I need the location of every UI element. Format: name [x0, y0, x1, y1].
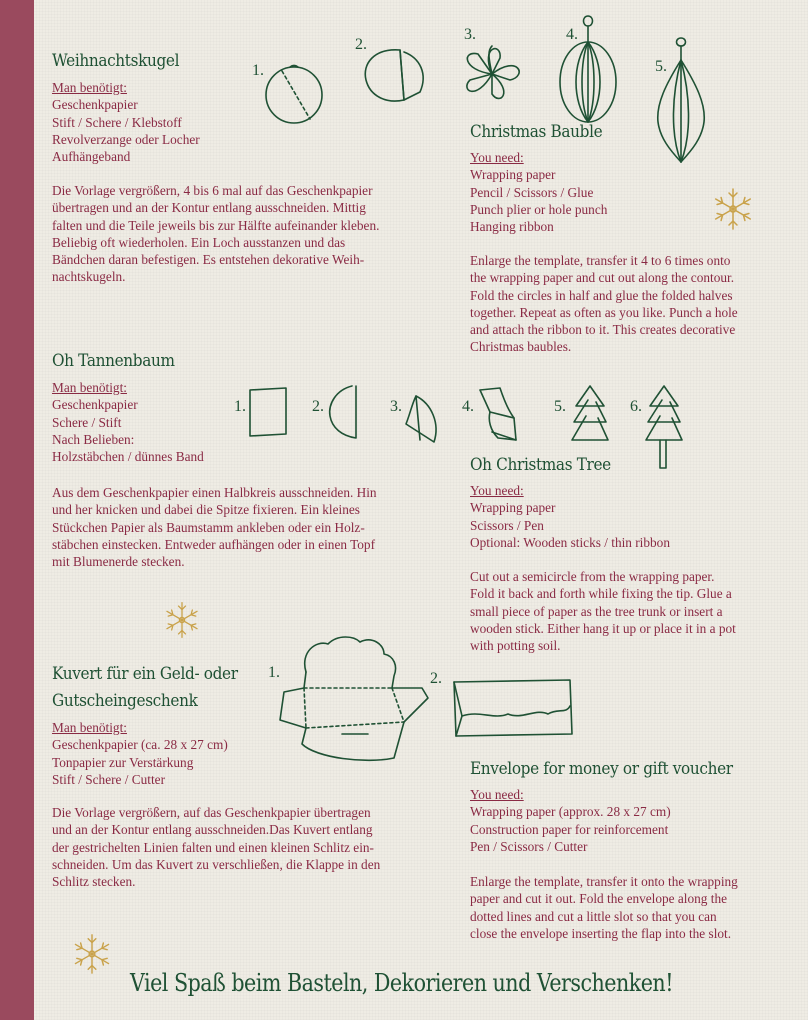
envelope-title-de-line-1: Kuvert für ein Geld- oder — [52, 664, 238, 684]
envelope-step-number: 2. — [430, 670, 442, 687]
material-item: Pen / Scissors / Cutter — [470, 838, 588, 854]
material-item: Stift / Schere / Klebstoff — [52, 114, 182, 130]
text-line: und an der Kontur entlang ausschneiden.Das Kuvert entlang — [52, 822, 373, 838]
envelope-need-label-en: You need: — [470, 787, 524, 802]
text-line: Die Vorlage vergrößern, auf das Geschenkpapier übertragen — [52, 805, 371, 820]
tree-instructions-en — [470, 568, 736, 654]
text-line: Cut out a semicircle from the wrapping paper. — [470, 569, 715, 584]
material-item: Holzstäbchen / dünnes Band — [52, 449, 204, 465]
material-item: Hanging ribbon — [470, 219, 554, 235]
tree-title-de: Oh Tannenbaum — [52, 351, 175, 371]
tree-step-4-drawing — [476, 386, 520, 446]
bauble-need-label-de: Man benötigt: — [52, 80, 127, 95]
text-line: Christmas baubles. — [470, 339, 572, 355]
bauble-materials-en — [470, 149, 607, 235]
text-line: Fold it back and forth while fixing the tip. Glue a — [470, 586, 732, 602]
text-line: Beliebig oft wiederholen. Ein Loch ausstanzen und das — [52, 234, 346, 250]
bauble-step-3-drawing — [458, 40, 526, 108]
page-spine — [0, 0, 34, 1020]
bauble-instructions-de — [52, 182, 379, 286]
tree-step-number: 1. — [234, 398, 246, 415]
envelope-materials-de — [52, 719, 228, 788]
snowflake-icon — [70, 932, 114, 976]
text-line: der gestrichelten Linien falten und einen kleinen Schlitz ein- — [52, 839, 374, 855]
snowflake-icon — [710, 186, 756, 232]
material-item: Revolverzange oder Locher — [52, 131, 200, 147]
envelope-step-2-drawing — [450, 676, 576, 740]
tree-step-number: 6. — [630, 398, 642, 415]
text-line: und her knicken und dabei die Spitze fixieren. Ein kleines — [52, 502, 360, 518]
tree-step-2-drawing — [326, 384, 362, 440]
text-line: Enlarge the template, transfer it 4 to 6 times onto — [470, 253, 731, 268]
text-line: mit Blumenerde stecken. — [52, 554, 185, 570]
footer-slogan: Viel Spaß beim Basteln, Dekorieren und Verschenken! — [130, 969, 673, 997]
text-line: dotted lines and cut a little slot so that you can — [470, 908, 717, 924]
text-line: the wrapping paper and cut out along the contour. — [470, 270, 735, 286]
tree-instructions-de — [52, 484, 377, 570]
material-item: Wrapping paper — [470, 167, 556, 183]
material-item: Wrapping paper (approx. 28 x 27 cm) — [470, 804, 671, 820]
material-item: Punch plier or hole punch — [470, 201, 608, 217]
tree-materials-de — [52, 379, 204, 465]
text-line: Bändchen daran befestigen. Es entstehen dekorative Weih- — [52, 252, 365, 268]
tree-step-number: 5. — [554, 398, 566, 415]
bauble-instructions-en — [470, 252, 738, 356]
text-line: falten und die Teile jeweils bis zur Hälfte aufeinander kleben. — [52, 217, 380, 233]
text-line: paper and cut it out. Fold the envelope along the — [470, 891, 728, 907]
text-line: übertragen und an der Kontur entlang ausschneiden. Mittig — [52, 200, 366, 216]
text-line: and attach the ribbon to it. This creates decorative — [470, 322, 736, 338]
text-line: together. Repeat as often as you like. Punch a hole — [470, 304, 738, 320]
tree-materials-en — [470, 482, 670, 551]
bauble-step-4-drawing — [556, 12, 620, 128]
text-line: Fold the circles in half and glue the folded halves — [470, 287, 733, 303]
bauble-step-5-drawing — [654, 34, 708, 164]
material-item: Pencil / Scissors / Glue — [470, 184, 594, 200]
tree-step-number: 3. — [390, 398, 402, 415]
bauble-title-en: Christmas Bauble — [470, 122, 603, 142]
tree-step-6-drawing — [642, 384, 686, 472]
material-item: Stift / Schere / Cutter — [52, 771, 166, 787]
bauble-materials-de — [52, 79, 200, 165]
snowflake-icon — [162, 600, 202, 640]
tree-step-number: 4. — [462, 398, 474, 415]
text-line: Stückchen Papier als Baumstamm ankleben oder ein Holz- — [52, 519, 365, 535]
envelope-instructions-de — [52, 804, 380, 890]
envelope-instructions-en — [470, 873, 738, 942]
text-line: small piece of paper as the tree trunk or insert a — [470, 603, 723, 619]
envelope-title-en: Envelope for money or gift voucher — [470, 759, 733, 779]
material-item: Scissors / Pen — [470, 517, 544, 533]
bauble-step-number: 2. — [355, 36, 367, 53]
bauble-step-number: 1. — [252, 62, 264, 79]
text-line: with potting soil. — [470, 638, 561, 654]
tree-need-label-en: You need: — [470, 483, 524, 498]
text-line: schneiden. Um das Kuvert zu verschließen, die Klappe in den — [52, 856, 381, 872]
envelope-materials-en — [470, 786, 671, 855]
material-item: Geschenkpapier — [52, 397, 138, 413]
envelope-title-de-line-2: Gutscheingeschenk — [52, 691, 198, 711]
material-item: Wrapping paper — [470, 500, 556, 516]
material-item: Schere / Stift — [52, 414, 122, 430]
text-line: Enlarge the template, transfer it onto the wrapping — [470, 874, 738, 889]
bauble-step-number: 4. — [566, 26, 578, 43]
material-item: Construction paper for reinforcement — [470, 821, 669, 837]
text-line: close the envelope inserting the flap into the slot. — [470, 925, 732, 941]
text-line: stäbchen einstecken. Entweder aufhängen oder in einen Topf — [52, 536, 375, 552]
text-line: nachtskugeln. — [52, 269, 126, 285]
text-line: Schlitz stecken. — [52, 874, 136, 890]
bauble-need-label-en: You need: — [470, 150, 524, 165]
bauble-step-number: 3. — [464, 26, 476, 43]
text-line: wooden stick. Either hang it up or place it in a pot — [470, 620, 736, 636]
material-item: Optional: Wooden sticks / thin ribbon — [470, 534, 670, 550]
tree-title-en: Oh Christmas Tree — [470, 455, 611, 475]
material-item: Tonpapier zur Verstärkung — [52, 754, 194, 770]
tree-step-number: 2. — [312, 398, 324, 415]
envelope-need-label-de: Man benötigt: — [52, 720, 127, 735]
envelope-step-1-drawing — [276, 632, 432, 770]
envelope-step-number: 1. — [268, 664, 280, 681]
bauble-title-de: Weihnachtskugel — [52, 51, 180, 71]
tree-step-3-drawing — [402, 394, 442, 446]
bauble-step-2-drawing — [360, 44, 432, 108]
text-line: Aus dem Geschenkpapier einen Halbkreis ausschneiden. Hin — [52, 485, 377, 500]
bauble-step-1-drawing — [262, 62, 326, 124]
bauble-step-number: 5. — [655, 58, 667, 75]
material-item: Aufhängeband — [52, 149, 131, 165]
material-item: Nach Belieben: — [52, 431, 135, 447]
text-line: Die Vorlage vergrößern, 4 bis 6 mal auf das Geschenkpapier — [52, 183, 373, 198]
material-item: Geschenkpapier (ca. 28 x 27 cm) — [52, 737, 228, 753]
tree-step-1-drawing — [246, 386, 290, 438]
tree-step-5-drawing — [568, 384, 612, 446]
tree-need-label-de: Man benötigt: — [52, 380, 127, 395]
material-item: Geschenkpapier — [52, 97, 138, 113]
